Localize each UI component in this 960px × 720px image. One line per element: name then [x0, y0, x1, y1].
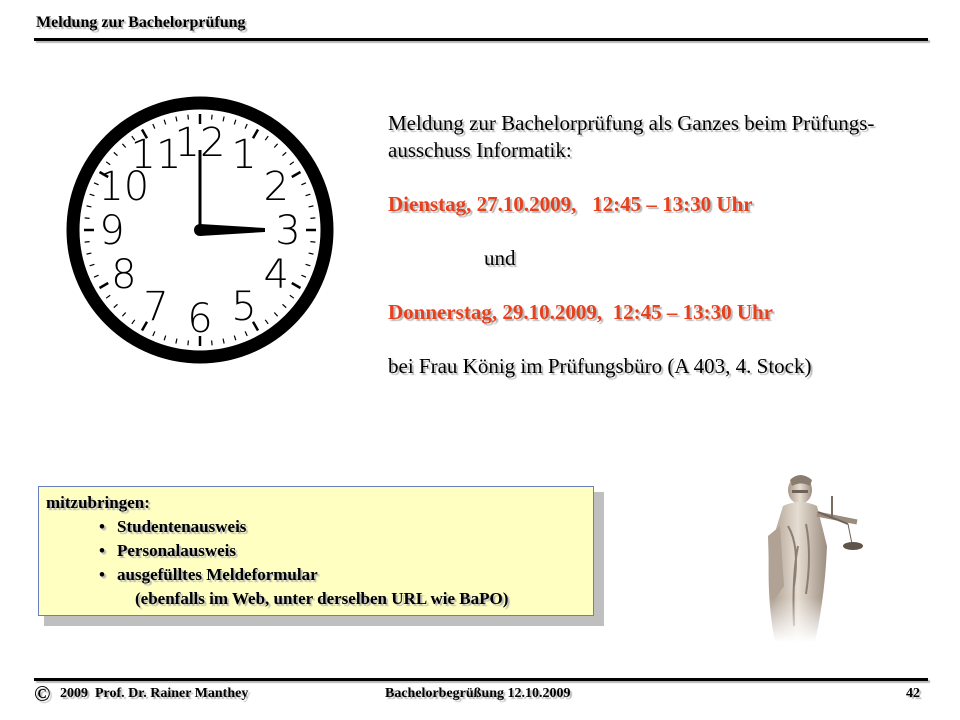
- clock-numeral: 11: [130, 131, 182, 178]
- copyright-icon: ©: [34, 681, 51, 706]
- bring-note: (ebenfalls im Web, unter derselben URL wie BaPO): [135, 589, 509, 608]
- clock-numeral: 9: [99, 208, 125, 254]
- clock-numeral: 1: [231, 131, 257, 178]
- clock-numeral: 12: [174, 120, 226, 166]
- clock-numeral: 5: [231, 284, 257, 331]
- top-divider: [34, 38, 928, 41]
- list-item-label: ausgefülltes Meldeformular: [117, 565, 318, 584]
- clock-numeral: 4: [263, 252, 289, 298]
- bullet-icon: •: [99, 517, 105, 536]
- bullet-icon: •: [99, 541, 105, 560]
- date-1: Dienstag, 27.10.2009, 12:45 – 13:30 Uhr: [388, 192, 753, 216]
- list-item-label: Studentenausweis: [117, 517, 247, 536]
- clock-numeral: 2: [263, 164, 289, 210]
- justitia-statue-image: [728, 466, 878, 642]
- clock-center: [194, 224, 206, 236]
- clock-tick: [310, 242, 315, 243]
- clock-tick: [85, 218, 90, 219]
- bring-list: [99, 515, 318, 587]
- und-text: und: [484, 246, 516, 270]
- clock-tick: [188, 115, 189, 120]
- intro-line-2: ausschuss Informatik:: [388, 138, 572, 162]
- location-text: bei Frau König im Prüfungsbüro (A 403, 4. Stock): [388, 354, 812, 378]
- list-item: [99, 563, 318, 587]
- clock-tick: [310, 218, 315, 219]
- clock-numeral: 3: [275, 208, 301, 254]
- clock-numeral: 8: [111, 252, 137, 298]
- bring-heading: mitzubringen:: [46, 493, 150, 512]
- bring-box: [38, 486, 594, 616]
- intro-line-1: Meldung zur Bachelorprüfung als Ganzes beim Prüfungs-: [388, 111, 875, 135]
- clock-tick: [212, 115, 213, 120]
- list-item-label: Personalausweis: [117, 541, 236, 560]
- footer-center: Bachelorbegrüßung 12.10.2009: [385, 686, 571, 701]
- clock-tick: [85, 242, 90, 243]
- bullet-icon: •: [99, 565, 105, 584]
- date-2: Donnerstag, 29.10.2009, 12:45 – 13:30 Uhr: [388, 300, 773, 324]
- clock-numeral: 7: [143, 284, 169, 331]
- clock-numeral: 10: [98, 164, 150, 210]
- clock-image: [65, 95, 335, 365]
- clock-numeral: 6: [187, 296, 213, 342]
- page-number: 42: [906, 686, 920, 701]
- list-item: [99, 515, 318, 539]
- main-text: [388, 110, 948, 380]
- slide-title: Meldung zur Bachelorprüfung: [36, 14, 246, 31]
- list-item: [99, 539, 318, 563]
- bottom-divider: [34, 678, 928, 681]
- footer-author: 2009 Prof. Dr. Rainer Manthey: [60, 686, 249, 701]
